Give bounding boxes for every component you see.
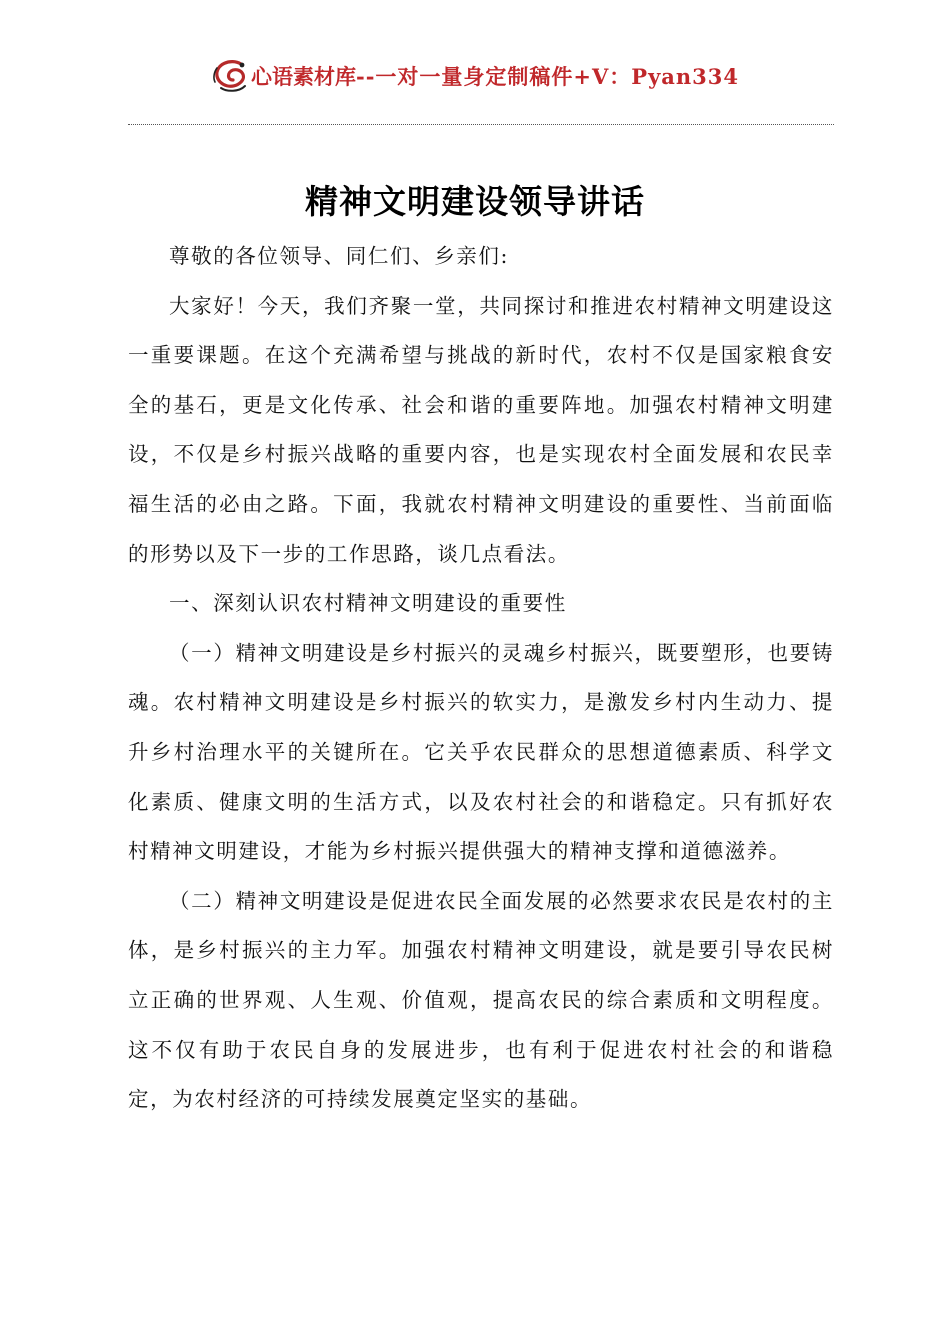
body-paragraph: 大家好！今天，我们齐聚一堂，共同探讨和推进农村精神文明建设这一重要课题。在这个充满希望与挑战的新时代，农村不仅是国家粮食安全的基石，更是文化传承、社会和谐的重要阵地。加强农村精神文明建设，不仅是乡村振兴战略的重要内容，也是实现农村全面发展和农民幸福生活的必由之路。下面，我就农村精神文明建设的重要性、当前面临的形势以及下一步的工作思路，谈几点看法。 — [128, 293, 834, 566]
header-slogan: --一对一量身定制稿件+V：Pyan334 — [355, 64, 740, 89]
document-title: 精神文明建设领导讲话 — [305, 182, 645, 221]
swirl-logo-icon — [211, 58, 251, 94]
page-header — [0, 58, 950, 102]
header-divider — [128, 124, 834, 125]
body-paragraph: （二）精神文明建设是促进农民全面发展的必然要求农民是农村的主体，是乡村振兴的主力军。加强农村精神文明建设，就是要引导农民树立正确的世界观、人生观、价值观，提高农民的综合素质和文明程度。这不仅有助于农民自身的发展进步，也有利于促进农村社会的和谐稳定，为农村经济的可持续发展奠定坚实的基础。 — [128, 888, 834, 1112]
brand-name: 心语素材库 — [250, 64, 356, 89]
salutation-paragraph: 尊敬的各位领导、同仁们、乡亲们: — [169, 244, 510, 268]
section-heading: 一、深刻认识农村精神文明建设的重要性 — [169, 591, 567, 616]
body-paragraph: （一）精神文明建设是乡村振兴的灵魂乡村振兴，既要塑形，也要铸魂。农村精神文明建设是乡村振兴的软实力，是激发乡村内生动力、提升乡村治理水平的关键所在。它关乎农民群众的思想道德素质、科学文化素质、健康文明的生活方式，以及农村社会的和谐稳定。只有抓好农村精神文明建设，才能为乡村振兴提供强大的精神支撑和道德滋养。 — [128, 640, 834, 864]
document-body — [128, 232, 834, 1125]
